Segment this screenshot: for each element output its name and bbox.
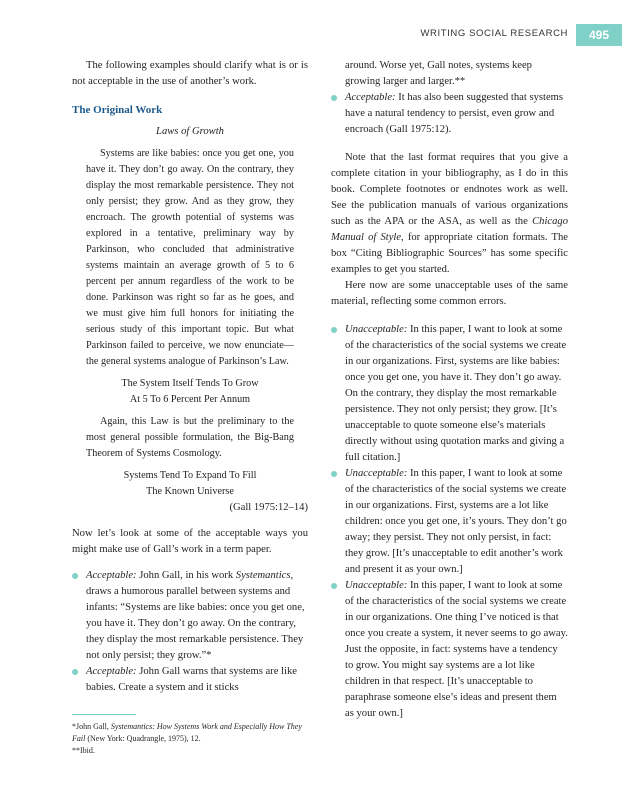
footnote-1 [72, 721, 308, 745]
paragraph-text: Note that the last format requires that you give a complete citation in your bibliography, as I do in this book. Complete footnotes or endnotes work as well. See the publication manuals of various organizations such as the APA or the ASA, as well as the [331, 152, 568, 227]
manual-title: Chicago Manual of Style [331, 216, 568, 243]
running-header [0, 24, 636, 46]
law-2-line-1: Systems Tend To Expand To Fill [123, 470, 257, 481]
footnote-title: Systemantics: How Systems Work and Especially How They Fail [72, 722, 302, 743]
footnote-text: (New York: Quadrangle, 1975), 12. [85, 734, 201, 743]
item-text: John Gall warns that systems are like babies. Create a system and it sticks [86, 666, 297, 693]
item-text: It has also been suggested that systems have a natural tendency to persist, even grow and encroach (Gall 1975:12). [345, 92, 564, 135]
law-1-line-1: The System Itself Tends To Grow [121, 378, 259, 389]
bullet-icon [331, 95, 337, 101]
item-label: Acceptable: [345, 92, 396, 103]
item-label: Unacceptable: [345, 580, 408, 591]
body-paragraph-2: Here now are some unacceptable uses of the same material, reflecting some common errors. [331, 280, 568, 307]
item-label: Acceptable: [86, 570, 137, 581]
acceptable-list-continued [331, 58, 568, 138]
right-column [331, 58, 568, 722]
list-item [331, 322, 568, 466]
law-2-line-2: The Known Universe [146, 486, 234, 497]
quote-title: Laws of Growth [156, 126, 224, 137]
transition-paragraph: Now let’s look at some of the acceptable ways you might make use of Gall’s work in a term paper. [72, 528, 308, 555]
body-paragraph-1 [331, 150, 568, 278]
list-item [331, 90, 568, 138]
bullet-icon [331, 471, 337, 477]
intro-paragraph: The following examples should clarify what is or is not acceptable in the use of another’s work. [72, 60, 308, 87]
footnote-text: *John Gall, [72, 722, 111, 731]
page-number: 495 [576, 24, 622, 46]
paragraph-text: , for appropriate citation formats. The box “Citing Bibliographic Sources” has some specific examples to get you started. [331, 232, 568, 275]
bullet-icon [72, 573, 78, 579]
footnote-2: **Ibid. [72, 746, 95, 755]
quote-paragraph-1: Systems are like babies: once you get one, you have it. They don’t go away. On the contrary, they display the most remarkable persistence. They not only persist; they grow. And as they grow, they encroach. The growth potential of systems was explored in a tentative, preliminary way by Parkinson, who concluded that administrative systems maintain an average growth of 5 to 6 percent per annum regardless of the work to be done. Parkinson was right so far as he goes, and we must give him full honors for initiating the serious study of this important topic. But what Parkinson failed to perceive, we now enunciate—the general systems analogue of Parkinson’s Law. [86, 148, 294, 367]
bullet-icon [331, 327, 337, 333]
list-item [72, 568, 308, 664]
list-item [331, 466, 568, 578]
citation: (Gall 1975:12–14) [229, 502, 308, 513]
footnote-rule [72, 714, 136, 715]
list-item-continuation [331, 58, 568, 90]
bullet-icon [331, 583, 337, 589]
item-text: John Gall, in his work [136, 570, 236, 581]
acceptable-list [72, 568, 308, 696]
item-label: Unacceptable: [345, 324, 408, 335]
item-text: around. Worse yet, Gall notes, systems keep growing larger and larger.** [345, 60, 532, 87]
law-1-line-2: At 5 To 6 Percent Per Annum [129, 394, 251, 405]
section-heading: The Original Work [72, 104, 163, 116]
item-text: In this paper, I want to look at some of the characteristics of the social systems we create in our organizations. First, systems are like babies: once you get one, you have it. They don’t go away. On the contrary, they display the most remarkable persistence. They not only persist; they grow. [It’s unacceptable to quote someone else’s materials directly without using quotation marks and giving a full citation.] [345, 324, 567, 463]
list-item [331, 578, 568, 722]
item-text: In this paper, I want to look at some of the characteristics of the social systems we create in our organizations. One thing I’ve noticed is that once you create a system, it never seems to go away. Just the opposite, in fact: systems have a tendency to grow. You might say systems are a lot like children in that respect. [It’s unacceptable to paraphrase someone else’s ideas and present them as your own.] [345, 580, 568, 719]
item-text: draws a humorous parallel between systems and infants: “Systems are like babies: once you get one, you have it. They don’t go away. On the contrary, they display the most remarkable persistence. They not only persist; they grow.”* [86, 586, 305, 661]
unacceptable-list [331, 322, 568, 722]
quote-paragraph-2: Again, this Law is but the preliminary to the most general possible formulation, the Big-Bang Theorem of Systems Cosmology. [86, 416, 294, 459]
item-label: Acceptable: [86, 666, 137, 677]
item-text: In this paper, I want to look at some of the characteristics of the social systems we create in our organizations. First, systems are a lot like children: once you get one, it’s yours. They don’t go away; they persist. They not only persist, in fact: they grow. [It’s unacceptable to edit another’s work and present it as your own.] [345, 468, 567, 575]
item-book-title: Systemantics, [235, 570, 294, 581]
bullet-icon [72, 669, 78, 675]
list-item [72, 664, 308, 696]
item-label: Unacceptable: [345, 468, 408, 479]
running-title: WRITING SOCIAL RESEARCH [420, 28, 568, 39]
left-column [72, 58, 308, 757]
